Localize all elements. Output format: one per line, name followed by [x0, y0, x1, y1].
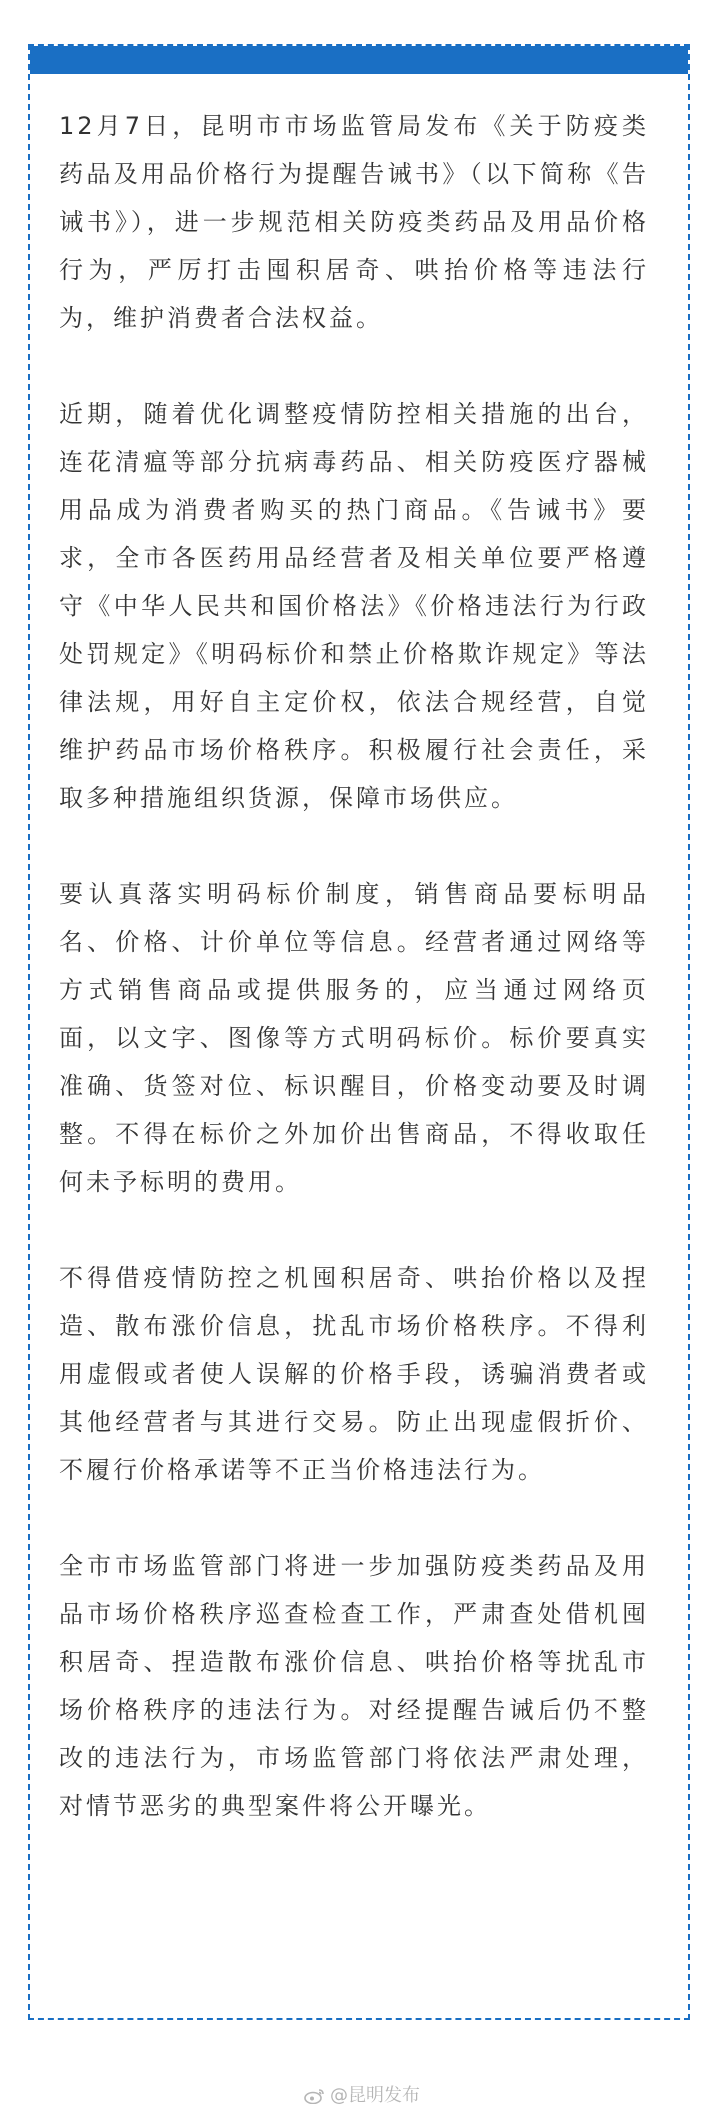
article-body — [59, 102, 649, 1830]
header-bar — [30, 46, 688, 74]
paragraph-4: 不得借疫情防控之机囤积居奇、哄抬价格以及捏造、散布涨价信息，扰乱市场价格秩序。不得利用虚假或者使人误解的价格手段，诱骗消费者或其他经营者与其进行交易。防止出现虚假折价、不履行价格承诺等不正当价格违法行为。 — [59, 1264, 649, 1484]
paragraph-1: 12月7日，昆明市市场监管局发布《关于防疫类药品及用品价格行为提醒告诫书》（以下简称《告诫书》），进一步规范相关防疫类药品及用品价格行为，严厉打击囤积居奇、哄抬价格等违法行为，维护消费者合法权益。 — [59, 112, 649, 332]
paragraph-3: 要认真落实明码标价制度，销售商品要标明品名、价格、计价单位等信息。经营者通过网络等方式销售商品或提供服务的，应当通过网络页面，以文字、图像等方式明码标价。标价要真实准确、货签对位、标识醒目，价格变动要及时调整。不得在标价之外加价出售商品，不得收取任何未予标明的费用。 — [59, 880, 649, 1196]
paragraph-5: 全市市场监管部门将进一步加强防疫类药品及用品市场价格秩序巡查检查工作，严肃查处借机囤积居奇、捏造散布涨价信息、哄抬价格等扰乱市场价格秩序的违法行为。对经提醒告诫后仍不整改的违法行为，市场监管部门将依法严肃处理，对情节恶劣的典型案件将公开曝光。 — [59, 1552, 649, 1820]
paragraph-2: 近期，随着优化调整疫情防控相关措施的出台，连花清瘟等部分抗病毒药品、相关防疫医疗器械用品成为消费者购买的热门商品。《告诫书》要求，全市各医药用品经营者及相关单位要严格遵守《中华人民共和国价格法》《价格违法行为行政处罚规定》《明码标价和禁止价格欺诈规定》等法律法规，用好自主定价权，依法合规经营，自觉维护药品市场价格秩序。积极履行社会责任，采取多种措施组织货源，保障市场供应。 — [59, 400, 649, 812]
watermark-text: @昆明发布 — [330, 2085, 420, 2106]
weibo-icon — [304, 2088, 326, 2104]
watermark — [304, 2085, 420, 2107]
article-card — [28, 44, 690, 2020]
